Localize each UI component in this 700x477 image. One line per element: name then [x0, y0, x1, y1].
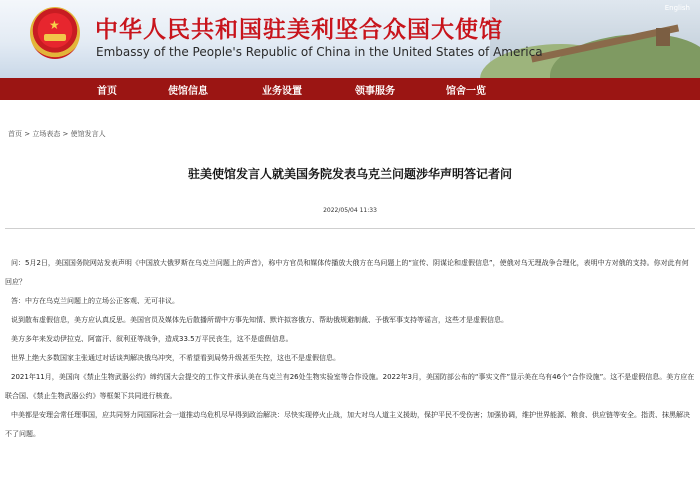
header-banner — [0, 0, 700, 78]
nav-item-consular[interactable]: 领事服务 — [355, 86, 395, 97]
great-wall-tower-image — [656, 28, 670, 46]
nav-item-premises[interactable]: 馆舍一览 — [446, 86, 486, 97]
article-paragraph: 答：中方在乌克兰问题上的立场公正客观、无可非议。 — [11, 297, 179, 305]
nav-item-home[interactable]: 首页 — [97, 86, 117, 97]
article-paragraph: 说到散布虚假信息，美方应认真反思。美国官员及媒体先后散播所谓中方事先知情、默许拟容俄方、帮助俄规避制裁、予俄军事支持等谣言，这些才是虚假信息。 — [11, 316, 508, 324]
english-link[interactable]: English — [664, 4, 690, 12]
site-title-en: Embassy of the People's Republic of China in the United States of America — [96, 45, 543, 59]
star-icon: ★ — [49, 18, 60, 32]
nav-item-services[interactable]: 业务设置 — [262, 86, 302, 97]
article-datetime: 2022/05/04 11:33 — [323, 207, 377, 214]
nav-item-embassy-info[interactable]: 使馆信息 — [168, 86, 208, 97]
article-paragraph: 问：5月2日，美国国务院网站发表声明《中国放大俄罗斯在乌克兰问题上的声音》，称中方官员和媒体传播放大俄方在乌问题上的“宣传、阴谋论和虚假信息”，使俄对乌无理战争合理化，表明中方对俄的支持。你对此有何回应？ — [5, 259, 689, 286]
article-paragraph: 世界上绝大多数国家主张通过对话谈判解决俄乌冲突，不希望看到局势升级甚至失控，这也不是虚假信息。 — [11, 354, 340, 362]
article-paragraph: 中美都是安理会常任理事国，应共同努力同国际社会一道推动乌危机尽早得到政治解决：尽快实现停火止战，加大对乌人道主义援助，保护平民不受伤害；加强协调，维护世界能源、粮食、供应链等安全。指责、抹黑解决不了问题。 — [5, 411, 690, 438]
national-emblem-icon — [30, 7, 80, 59]
article-body — [5, 254, 695, 444]
article-title: 驻美使馆发言人就美国务院发表乌克兰问题涉华声明答记者问 — [187, 167, 512, 181]
divider — [5, 228, 695, 229]
site-title-cn: 中华人民共和国驻美利坚合众国大使馆 — [95, 17, 503, 43]
breadcrumb[interactable]: 首页 > 立场表态 > 使馆发言人 — [8, 130, 106, 138]
article-paragraph: 美方多年来发动伊拉克、阿富汗、叙利亚等战争，造成33.5万平民丧生，这不是虚假信息。 — [11, 335, 293, 343]
article-paragraph: 2021年11月，美国向《禁止生物武器公约》缔约国大会提交的工作文件承认美在乌克兰有26处生物实验室等合作设施。2022年3月，美国防部公布的“事实文件”显示美在乌有46个“合作设施”。这不是虚假信息。美方应在联合国、《禁止生物武器公约》等框架下共同进行核查。 — [5, 373, 695, 400]
tiananmen-gate-icon — [44, 34, 66, 41]
main-nav — [0, 78, 700, 100]
